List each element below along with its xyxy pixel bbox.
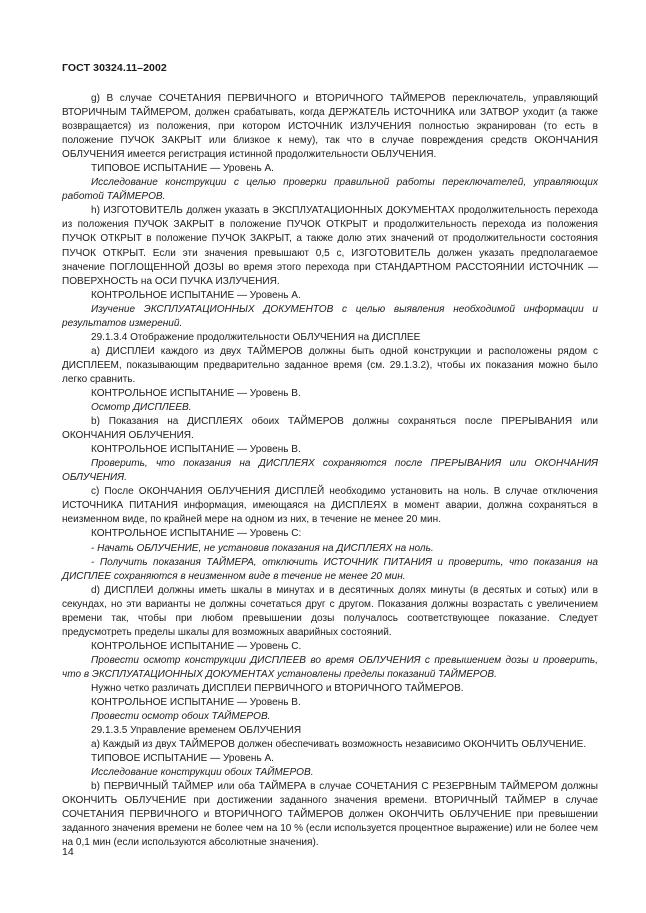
paragraph: Провести осмотр конструкции ДИСПЛЕЕВ во время ОБЛУЧЕНИЯ с превышением дозы и проверить, что в ЭКСПЛУАТАЦИОННЫХ ДОКУМЕНТАХ установлены пределы показаний ТАЙМЕРОВ. [62, 654, 598, 680]
paragraph: ТИПОВОЕ ИСПЫТАНИЕ — Уровень А. [91, 163, 274, 175]
paragraph: - Начать ОБЛУЧЕНИЕ, не установив показания на ДИСПЛЕЯХ на ноль. [91, 542, 434, 554]
paragraph: Изучение ЭКСПЛУАТАЦИОННЫХ ДОКУМЕНТОВ с целью выявления необходимой информации и результатов измерений. [62, 303, 598, 329]
paragraph: КОНТРОЛЬНОЕ ИСПЫТАНИЕ — Уровень В. [91, 697, 301, 709]
document-header: ГОСТ 30324.11–2002 [62, 62, 167, 74]
paragraph: Провести осмотр обоих ТАЙМЕРОВ. [91, 711, 271, 723]
paragraph: b) Показания на ДИСПЛЕЯХ обоих ТАЙМЕРОВ должны сохраняться после ПРЕРЫВАНИЯ или ОКОНЧАНИЯ ОБЛУЧЕНИЯ. [62, 416, 598, 442]
document-body [62, 92, 598, 851]
paragraph: 29.1.3.4 Отображение продолжительности ОБЛУЧЕНИЯ на ДИСПЛЕЕ [91, 331, 421, 343]
paragraph: Исследование конструкции обоих ТАЙМЕРОВ. [91, 767, 314, 779]
paragraph: g) В случае СОЧЕТАНИЯ ПЕРВИЧНОГО и ВТОРИЧНОГО ТАЙМЕРОВ переключатель, управляющий ВТОРИЧНЫМ ТАЙМЕРОМ, должен срабатывать, когда ДЕРЖАТЕЛЬ ИСТОЧНИКА или ЗАТВОР уходит (а также возвращается) из положения, при котором ИСТОЧНИК ИЗЛУЧЕНИЯ полностью экранирован (то есть в положение ПУЧОК ЗАКРЫТ или близкое к нему), так что в случае повреждения средств ОКОНЧАНИЯ ОБЛУЧЕНИЯ имеется регистрация истинной продолжительности ОБЛУЧЕНИЯ. [62, 93, 598, 161]
paragraph: Исследование конструкции с целью проверки правильной работы переключателей, управляющих работой ТАЙМЕРОВ. [62, 177, 598, 203]
paragraph: с) После ОКОНЧАНИЯ ОБЛУЧЕНИЯ ДИСПЛЕЙ необходимо установить на ноль. В случае отключения ИСТОЧНИКА ПИТАНИЯ информация, имеющаяся на ДИСПЛЕЯХ в момент аварии, должна сохраняться в неизменном виде, по крайней мере на одном из них, в течение не менее 20 мин. [62, 486, 598, 526]
paragraph: КОНТРОЛЬНОЕ ИСПЫТАНИЕ — Уровень С. [91, 640, 302, 652]
paragraph: h) ИЗГОТОВИТЕЛЬ должен указать в ЭКСПЛУАТАЦИОННЫХ ДОКУМЕНТАХ продолжительность перехода из положения ПУЧОК ЗАКРЫТ в положение ПУЧОК ОТКРЫТ и продолжительность перехода из положения ПУЧОК ОТКРЫТ в положение ПУЧОК ЗАКРЫТ, а также долю этих значений от продолжительности состояния ПУЧОК ОТКРЫТ. Если эти значения превышают 0,5 с, ИЗГОТОВИТЕЛЬ должен указать предполагаемое значение ПОГЛОЩЕННОЙ ДОЗЫ во время этого перехода при СТАНДАРТНОМ РАССТОЯНИИ ИСТОЧНИК — ПОВЕРХНОСТЬ на ОСИ ПУЧКА ИЗЛУЧЕНИЯ. [62, 205, 598, 287]
paragraph: Проверить, что показания на ДИСПЛЕЯХ сохраняются после ПРЕРЫВАНИЯ или ОКОНЧАНИЯ ОБЛУЧЕНИЯ. [62, 458, 598, 484]
paragraph: КОНТРОЛЬНОЕ ИСПЫТАНИЕ — Уровень А. [91, 289, 301, 301]
paragraph: ТИПОВОЕ ИСПЫТАНИЕ — Уровень А. [91, 753, 274, 765]
paragraph: Нужно четко различать ДИСПЛЕИ ПЕРВИЧНОГО и ВТОРИЧНОГО ТАЙМЕРОВ. [91, 682, 464, 694]
page-number: 14 [62, 846, 74, 858]
paragraph: а) ДИСПЛЕИ каждого из двух ТАЙМЕРОВ должны быть одной конструкции и расположены рядом с ДИСПЛЕЕМ, показывающим предварительно заданное время (см. 29.1.3.2), чтобы их показания можно было легко сравнить. [62, 345, 598, 385]
paragraph: КОНТРОЛЬНОЕ ИСПЫТАНИЕ — Уровень С: [91, 528, 302, 540]
paragraph: КОНТРОЛЬНОЕ ИСПЫТАНИЕ — Уровень В. [91, 444, 301, 456]
paragraph: Осмотр ДИСПЛЕЕВ. [91, 402, 192, 414]
paragraph: d) ДИСПЛЕИ должны иметь шкалы в минутах и в десятичных долях минуты (в десятых и сотых) или в секундах, но эти варианты не должны сочетаться друг с другом. Показания должны возрастать с увеличением времени так, чтобы при любом превышении дозы получалось соответствующее показание. Следует предусмотреть пределы шкалы для возможных аварийных состояний. [62, 584, 598, 638]
paragraph: - Получить показания ТАЙМЕРА, отключить ИСТОЧНИК ПИТАНИЯ и проверить, что показания на ДИСПЛЕЕ сохраняются в неизменном виде в течение не менее 20 мин. [62, 556, 598, 582]
paragraph: b) ПЕРВИЧНЫЙ ТАЙМЕР или оба ТАЙМЕРА в случае СОЧЕТАНИЯ С РЕЗЕРВНЫМ ТАЙМЕРОМ должны ОКОНЧИТЬ ОБЛУЧЕНИЕ при достижении заданного значения времени. ВТОРИЧНЫЙ ТАЙМЕР в случае СОЧЕТАНИЯ ПЕРВИЧНОГО и ВТОРИЧНОГО ТАЙМЕРОВ должен ОКОНЧИТЬ ОБЛУЧЕНИЕ при превышении заданного значения времени не более чем на 10 % (если используется процентное выражение) или не более чем на 0,1 мин (если используются абсолютные значения). [62, 781, 598, 849]
paragraph: 29.1.3.5 Управление временем ОБЛУЧЕНИЯ [91, 725, 302, 737]
paragraph: КОНТРОЛЬНОЕ ИСПЫТАНИЕ — Уровень В. [91, 387, 301, 399]
paragraph: а) Каждый из двух ТАЙМЕРОВ должен обеспечивать возможность независимо ОКОНЧИТЬ ОБЛУЧЕНИЕ. [91, 739, 587, 751]
